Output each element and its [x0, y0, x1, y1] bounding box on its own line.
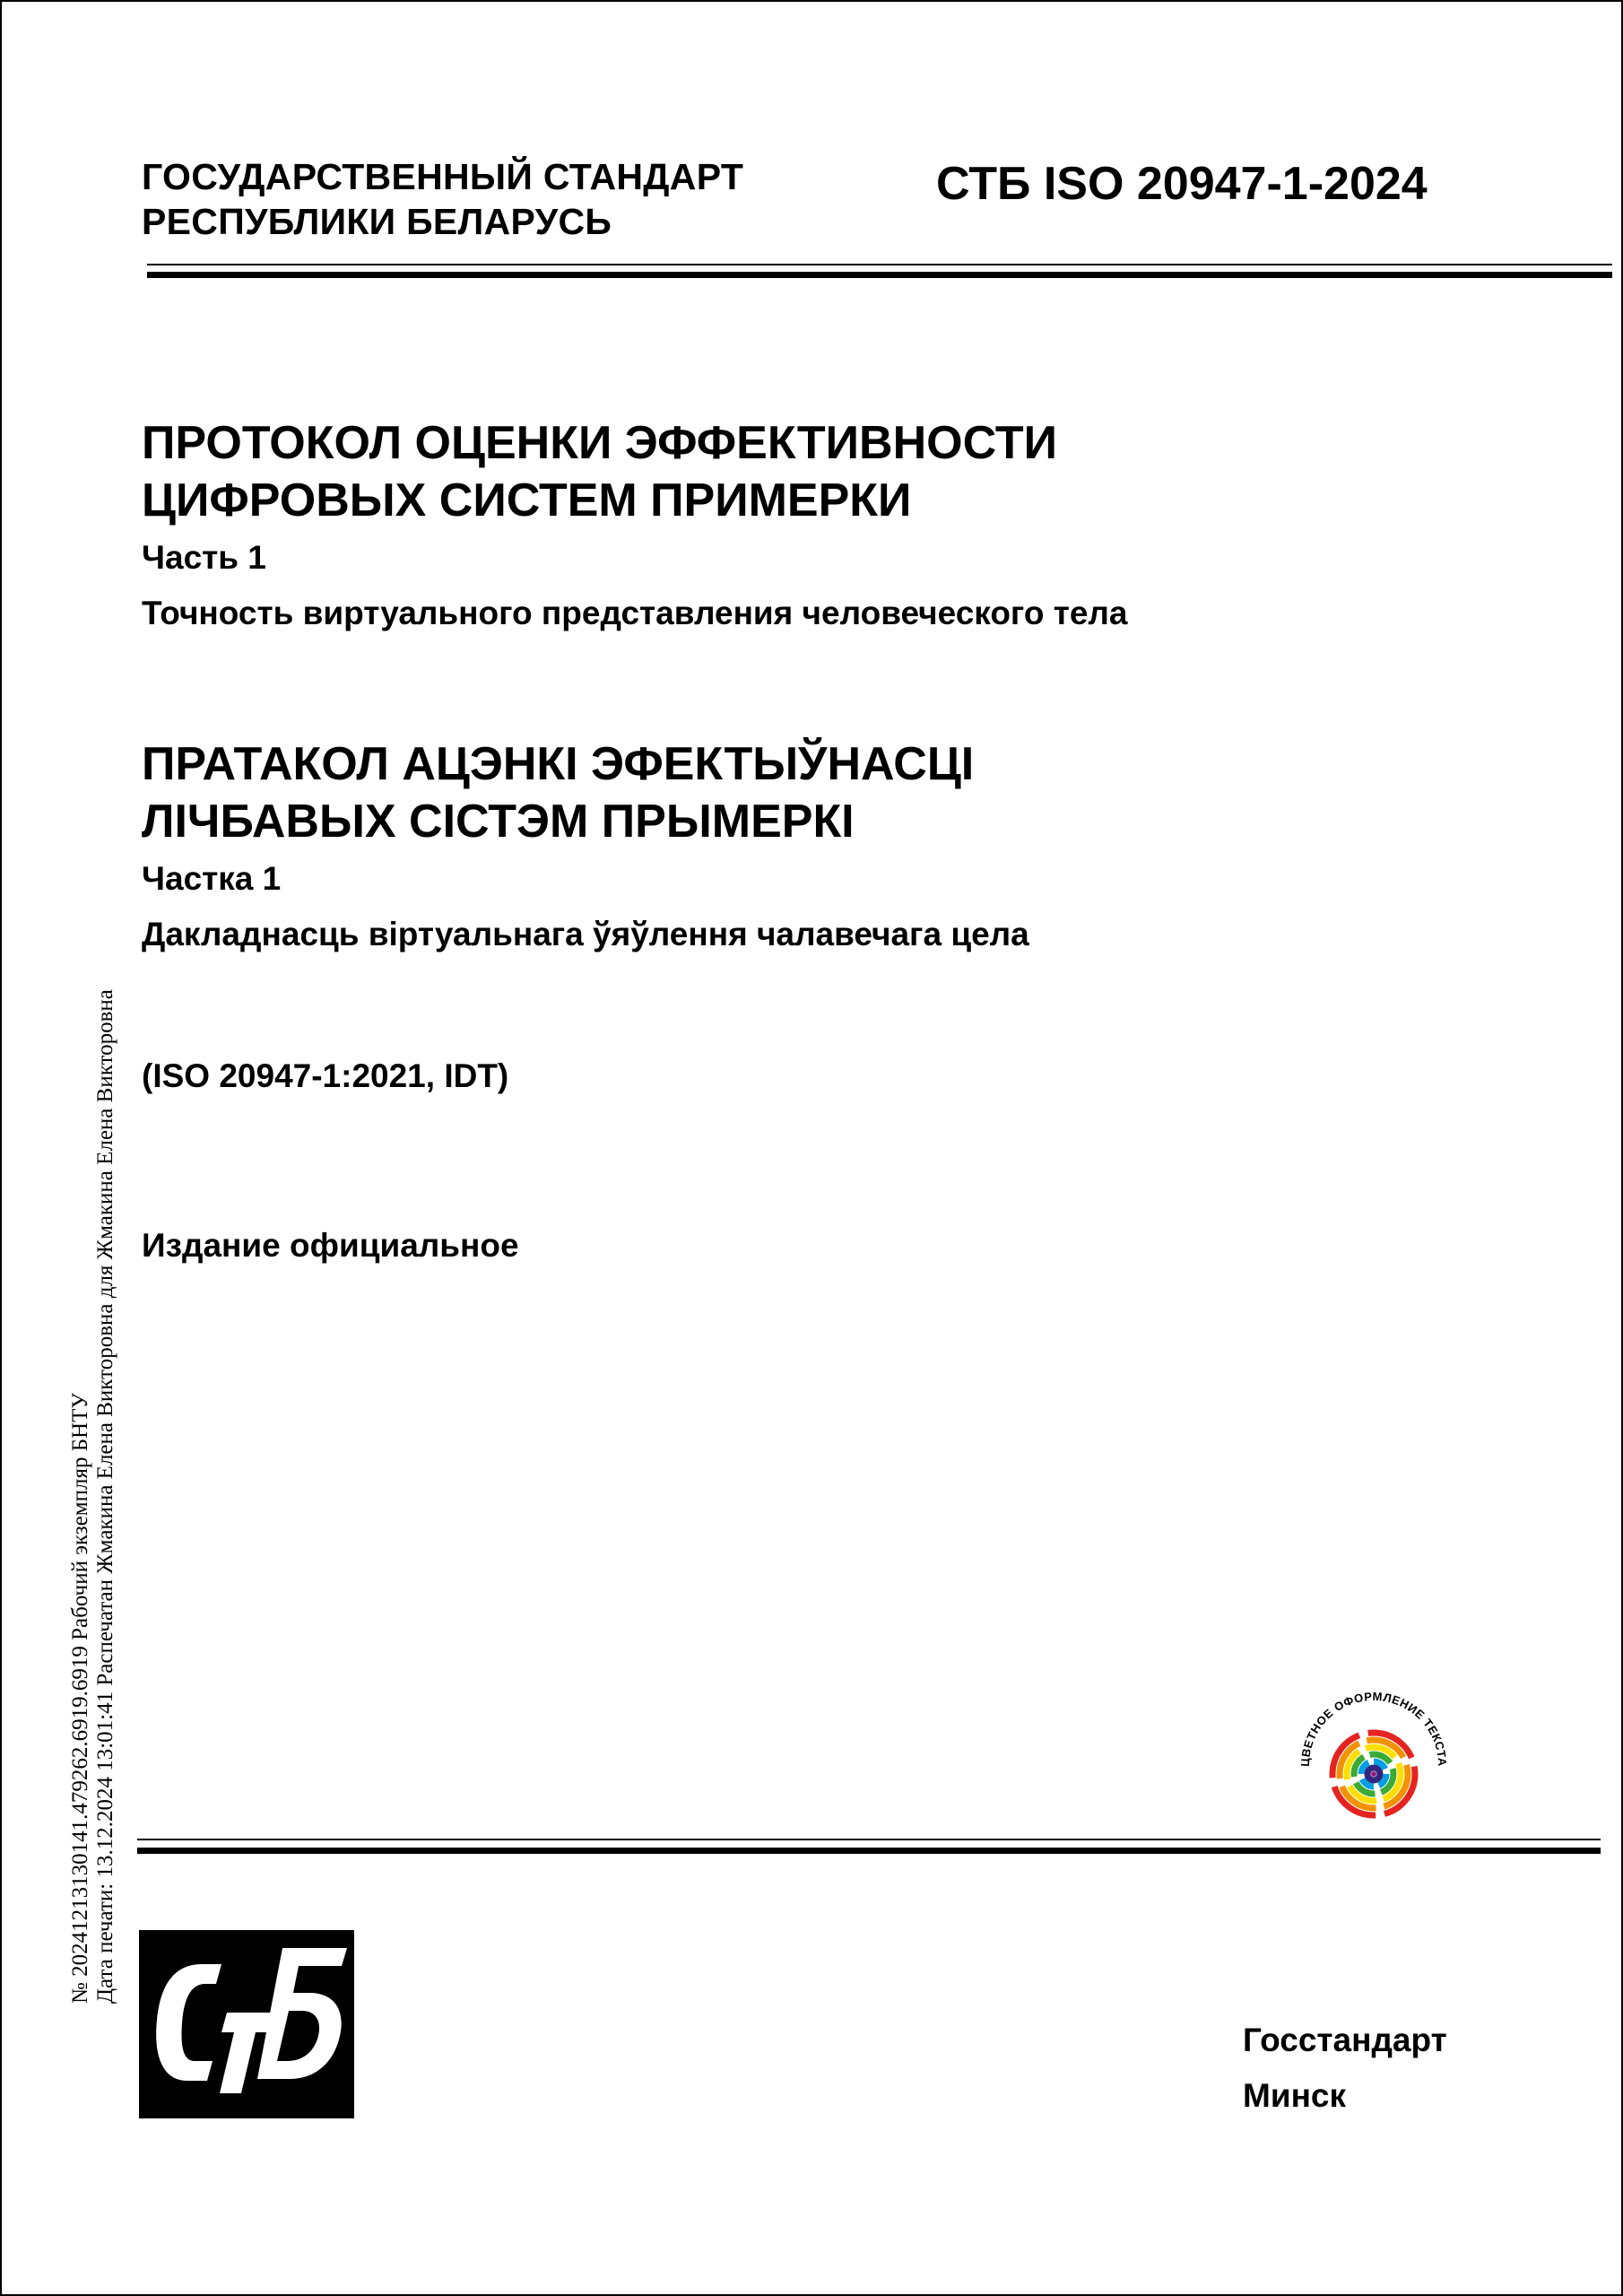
footer-rule-thick — [137, 1848, 1601, 1854]
standard-type-line2: РЕСПУБЛИКИ БЕЛАРУСЬ — [142, 201, 612, 242]
color-design-badge — [1293, 1684, 1454, 1819]
title-ru-subtitle: Точность виртуального представления человеческого тела — [142, 595, 1128, 631]
title-ru-part: Часть 1 — [142, 539, 266, 576]
stb-logo — [139, 1930, 354, 2118]
iso-reference: (ISO 20947-1:2021, IDT) — [142, 1057, 509, 1094]
standard-type-heading — [142, 154, 743, 244]
edition-label: Издание официальное — [142, 1227, 519, 1264]
standard-code: СТБ ISO 20947-1-2024 — [936, 158, 1428, 210]
header-rule-thick — [147, 272, 1612, 278]
title-by-line2: ЛІЧБАВЫХ СІСТЭМ ПРЫМЕРКІ — [142, 796, 855, 848]
title-ru-block — [142, 414, 1541, 635]
publisher-block — [1243, 2013, 1447, 2124]
header-rule-thin — [147, 264, 1612, 265]
stb-logo-mark — [139, 1930, 354, 2118]
title-by-block — [142, 735, 1541, 956]
title-by-subtitle: Дакладнасць віртуальнага ўяўлення чалавечага цела — [142, 916, 1029, 952]
color-badge-text: ЦВЕТНОЕ ОФОРМЛЕНИЕ ТЕКСТА — [1298, 1689, 1450, 1767]
standard-type-line1: ГОСУДАРСТВЕННЫЙ СТАНДАРТ — [142, 156, 744, 197]
print-stamp-line2: Дата печати: 13.12.2024 13:01:41 Распечатан Жмакина Елена Викторовна для Жмакина Елена Викторовна — [93, 989, 117, 2004]
title-by-part: Частка 1 — [142, 860, 282, 897]
print-stamp-vertical — [68, 989, 118, 2004]
publisher-city: Минск — [1243, 2077, 1347, 2114]
title-ru-line2: ЦИФРОВЫХ СИСТЕМ ПРИМЕРКИ — [142, 474, 912, 526]
title-by-line1: ПРАТАКОЛ АЦЭНКІ ЭФЕКТЫЎНАСЦІ — [142, 738, 975, 790]
print-stamp-line1: № 20241213130141.479262.6919.6919 Рабочий экземпляр БНТУ — [68, 1392, 92, 2004]
title-ru-line1: ПРОТОКОЛ ОЦЕНКИ ЭФФЕКТИВНОСТИ — [142, 417, 1057, 469]
publisher-name: Госстандарт — [1243, 2022, 1447, 2058]
footer-rule-thin — [137, 1839, 1601, 1840]
